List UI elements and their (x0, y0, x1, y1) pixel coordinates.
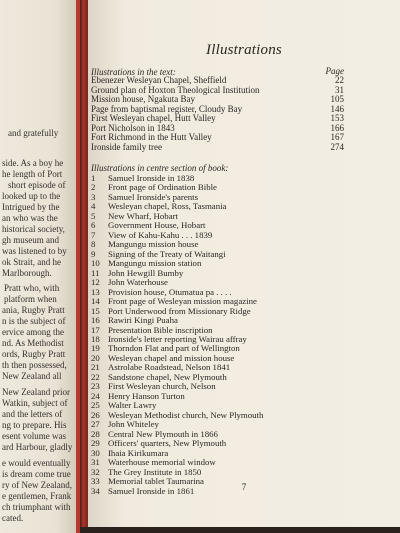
illustration-title: John Whiteley (108, 419, 159, 430)
illustration-page-number: 153 (330, 113, 344, 124)
previous-page-line: e would eventually (2, 458, 71, 468)
illustration-number: 15 (91, 305, 100, 316)
illustration-number: 10 (91, 258, 100, 269)
text-illustration-row (91, 133, 344, 142)
illustration-number: 8 (91, 239, 96, 250)
illustration-number: 2 (91, 182, 96, 193)
illustration-title: Ironside's letter reporting Wairau affray (108, 333, 247, 344)
illustration-number: 14 (91, 296, 100, 307)
previous-page-line: n is the subject of (2, 316, 66, 326)
illustration-number: 33 (91, 476, 100, 487)
illustration-number: 13 (91, 286, 100, 297)
illustration-number: 25 (91, 400, 100, 411)
illustration-title: Port Underwood from Missionary Ridge (108, 305, 251, 316)
text-illustration-row (91, 114, 344, 123)
illustration-title: John Waterhouse (108, 277, 168, 288)
illustration-title: Wesleyan chapel and mission house (108, 352, 235, 363)
illustration-title: Henry Hanson Turton (108, 390, 185, 401)
illustration-number: 5 (91, 210, 96, 221)
previous-page-line: Marlborough. (2, 268, 52, 278)
illustration-number: 22 (91, 371, 100, 382)
illustration-title: Samuel Ironside in 1838 (108, 173, 195, 183)
illustration-title: New Wharf, Hobart (108, 210, 178, 221)
illustration-number: 7 (91, 229, 96, 240)
illustration-number: 21 (91, 362, 100, 373)
illustration-number: 16 (91, 315, 100, 326)
previous-page-line: ard Harbour, gladly (2, 442, 73, 452)
previous-page-line: ok Strait, and he (2, 257, 61, 267)
illustration-number: 31 (91, 457, 100, 468)
illustration-title: Page from baptismal register, Cloudy Bay (91, 103, 243, 114)
previous-page-line: gh museum and (2, 235, 59, 245)
previous-page-line: nd. As Methodist (2, 338, 64, 348)
previous-page-line: Intrigued by the (2, 202, 60, 212)
previous-page-line: ch triumphant with (2, 502, 71, 512)
illustration-title: View of Kahu-Kahu . . . 1839 (108, 229, 213, 240)
illustration-page-number: 166 (330, 122, 344, 133)
previous-page-line: Pratt who, with (4, 283, 60, 293)
previous-page-line: platform when (4, 294, 57, 304)
illustration-number: 18 (91, 333, 100, 344)
illustration-number: 3 (91, 191, 96, 202)
page-column-label: Page (325, 66, 344, 76)
illustration-title: Waterhouse memorial window (108, 457, 216, 468)
illustration-title: Provision house, Otumatua pa . . . . (108, 286, 232, 297)
previous-page (0, 0, 80, 533)
previous-page-line: esent volume was (2, 431, 66, 441)
page-title: Illustrations (206, 42, 282, 58)
illustration-number: 30 (91, 447, 100, 458)
illustration-number: 4 (91, 201, 96, 212)
illustration-page-number: 274 (330, 141, 344, 152)
illustration-title: Central New Plymouth in 1866 (108, 428, 218, 439)
illustration-number: 1 (91, 173, 96, 183)
previous-page-line: was listened to by (2, 246, 67, 256)
illustration-title: Astrolabe Roadstead, Nelson 1841 (108, 362, 231, 373)
previous-page-line: ania, Rugby Pratt (2, 305, 65, 315)
previous-page-line: and gratefully (8, 128, 59, 138)
illustration-title: Samuel Ironside in 1861 (108, 485, 195, 496)
previous-page-line: New Zealand prior (2, 387, 70, 397)
page-number: 7 (241, 482, 247, 492)
illustration-number: 26 (91, 409, 100, 420)
illustration-title: Ebenezer Wesleyan Chapel, Sheffield (91, 75, 227, 85)
previous-page-line: he length of Port (2, 169, 63, 179)
previous-page-line: th then possessed, (2, 360, 67, 370)
book-spine-gutter (80, 0, 88, 533)
illustration-title: Samuel Ironside's parents (108, 191, 199, 202)
illustration-title: First Wesleyan chapel, Hutt Valley (91, 113, 216, 124)
illustration-title: Government House, Hobart (108, 220, 206, 231)
book-section-heading: Illustrations in centre section of book: (91, 163, 229, 173)
illustration-number: 28 (91, 428, 100, 439)
previous-page-line: is dream come true (2, 469, 71, 479)
previous-page-line: ng to prepare. His (2, 420, 67, 430)
illustration-title: Ironside family tree (91, 141, 162, 152)
illustration-number: 6 (91, 220, 96, 231)
previous-page-line: looked up to the (2, 191, 61, 201)
illustration-title: Sandstone chapel, New Plymouth (108, 371, 227, 382)
illustration-title: Officers' quarters, New Plymouth (108, 438, 227, 449)
illustration-number: 19 (91, 343, 100, 354)
illustration-page-number: 31 (335, 84, 344, 95)
illustration-title: Ground plan of Hoxton Theological Institution (91, 84, 260, 95)
previous-page-line: ry of New Zealand, (2, 480, 72, 490)
illustration-title: Walter Lawry (108, 400, 157, 411)
illustration-title: Thorndon Flat and part of Wellington (108, 343, 240, 354)
illustration-page-number: 105 (330, 94, 344, 105)
previous-page-line: an who was the (2, 213, 58, 223)
illustration-number: 27 (91, 419, 100, 430)
illustrations-page (88, 0, 400, 533)
previous-page-line: e gentlemen, Frank (2, 491, 72, 501)
illustration-title: Front page of Ordination Bible (108, 182, 217, 193)
illustration-title: Signing of the Treaty of Waitangi (108, 248, 226, 259)
illustration-number: 24 (91, 390, 100, 401)
illustration-title: Mangungu mission house (108, 239, 199, 250)
illustration-title: First Wesleyan church, Nelson (108, 381, 216, 392)
illustration-number: 20 (91, 352, 100, 363)
illustration-title: Port Nicholson in 1843 (91, 122, 175, 133)
illustration-title: Wesleyan Methodist church, New Plymouth (108, 409, 264, 420)
illustration-page-number: 22 (335, 75, 344, 85)
text-illustration-row (91, 143, 344, 152)
illustration-number: 34 (91, 485, 100, 496)
illustration-page-number: 146 (330, 103, 344, 114)
illustration-title: The Grey Institute in 1850 (108, 466, 202, 477)
illustration-title: Mangungu mission station (108, 258, 202, 269)
illustration-number: 11 (91, 267, 100, 278)
illustration-title: Mission house, Ngakuta Bay (91, 94, 195, 105)
previous-page-line: ords, Rugby Pratt (2, 349, 66, 359)
illustration-number: 23 (91, 381, 100, 392)
illustration-number: 29 (91, 438, 100, 449)
previous-page-line: Watkin, subject of (2, 398, 68, 408)
previous-page-line: ervice among the (2, 327, 64, 337)
text-illustration-row (91, 95, 344, 104)
illustration-number: 12 (91, 277, 100, 288)
previous-page-line: short episode of (8, 180, 66, 190)
illustration-title: Presentation Bible inscription (108, 324, 213, 335)
illustration-number: 17 (91, 324, 100, 335)
illustration-title: John Hewgill Bumby (108, 267, 184, 278)
previous-page-line: New Zealand all (2, 371, 62, 381)
illustration-number: 32 (91, 466, 100, 477)
text-section-heading: Illustrations in the text: (91, 67, 176, 77)
bottom-shadow (80, 527, 400, 533)
previous-page-line: side. As a boy he (2, 158, 64, 168)
previous-page-line: historical society, (2, 224, 65, 234)
previous-page-line: and the letters of (2, 409, 63, 419)
illustration-title: Wesleyan chapel, Ross, Tasmania (108, 201, 227, 212)
illustration-page-number: 167 (330, 132, 344, 143)
illustration-number: 9 (91, 248, 96, 259)
previous-page-line: cated. (2, 513, 24, 523)
text-illustration-row (91, 76, 344, 85)
illustration-title: Rawiri Kingi Puaha (108, 315, 178, 326)
illustration-title: Memorial tablet Taumarina (108, 476, 204, 487)
illustration-title: Fort Richmond in the Hutt Valley (91, 132, 212, 143)
illustration-title: Front page of Wesleyan mission magazine (108, 296, 257, 307)
illustration-title: Ihaia Kirikumara (108, 447, 169, 458)
